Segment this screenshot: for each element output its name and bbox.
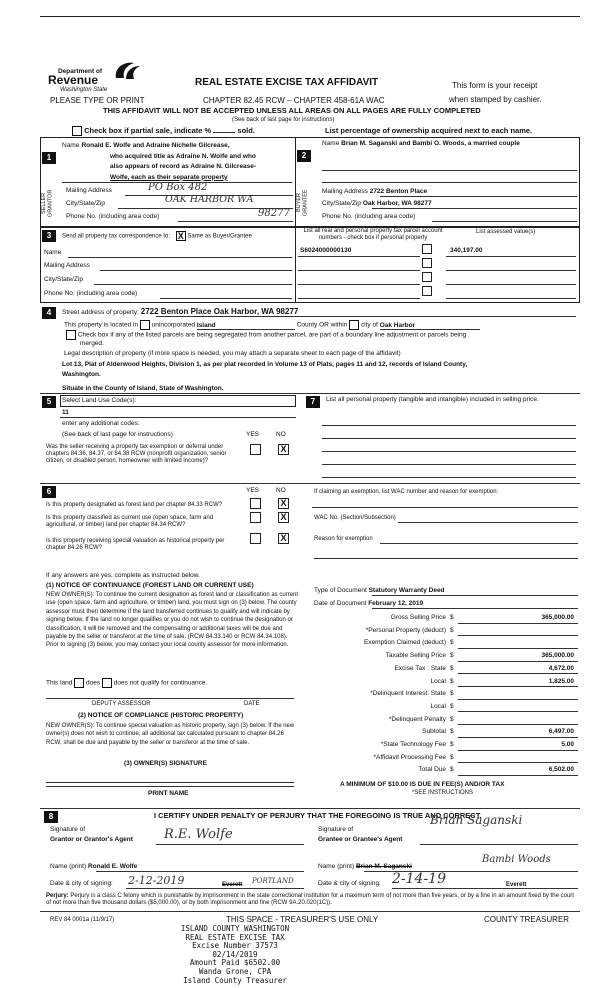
buyer-mailing-line	[380, 196, 577, 197]
tax-row-line	[458, 711, 578, 712]
tax-row-label: *State Technology Fee	[380, 741, 446, 748]
tax-row-prefix: $	[450, 626, 454, 634]
sig-grantor-value[interactable]: R.E. Wolfe	[164, 827, 233, 842]
tax-row-label: Excise Tax : State	[394, 664, 446, 672]
seller-mailing-value[interactable]: PO Box 482	[148, 182, 208, 193]
parcel-line4	[298, 298, 420, 299]
tax-row-prefix: $	[450, 728, 454, 736]
please-type: PLEASE TYPE OR PRINT	[50, 96, 145, 105]
corr-phone-line	[160, 298, 292, 299]
buyer-name-row	[322, 140, 520, 147]
exemption-yes-checkbox[interactable]	[250, 444, 261, 455]
does-label: does	[86, 679, 101, 687]
assessed-line1	[446, 256, 576, 257]
historic-yes-checkbox[interactable]	[250, 533, 261, 544]
land-use-box	[60, 395, 296, 407]
stamp-line5: Amount Paid $6502.00	[189, 958, 281, 968]
doc-type-line	[372, 595, 578, 596]
treasurer-stamp	[160, 925, 310, 985]
sig-grantee-label1: Signature of	[318, 826, 354, 833]
date-grantee-value[interactable]: 2-14-19	[392, 871, 446, 887]
tax-row-label: Taxable Selling Price	[385, 652, 446, 660]
land-use-value[interactable]: 11	[62, 409, 69, 416]
additional-codes-label: enter any additional codes:	[62, 420, 140, 427]
corr-name-label: Name	[44, 249, 62, 256]
owner-signature-line2	[46, 786, 294, 787]
assessed-line4	[446, 298, 576, 299]
stamp-line2: REAL ESTATE EXCISE TAX	[185, 932, 285, 942]
seller-city-value[interactable]: OAK HARBOR WA	[165, 194, 254, 205]
same-as-label: Same as Buyer/Grantee	[187, 233, 252, 240]
parcel-line2	[298, 270, 420, 271]
assessed-header: List assessed value(s)	[476, 229, 536, 235]
seller-tab: SELLER GRANTOR	[40, 180, 50, 226]
forest-no-checkbox[interactable]: X	[278, 498, 289, 509]
claiming-line	[312, 507, 578, 508]
sec5-see-back: (See back of last page for instructions)	[62, 431, 173, 438]
legal-line2: Washington.	[62, 371, 101, 378]
doc-date-value[interactable]: February 12, 2019	[368, 600, 424, 607]
sec6-yes: YES	[246, 487, 260, 494]
tax-row-prefix: $	[450, 639, 454, 647]
segregated-line2: merged.	[80, 340, 104, 347]
buyer-mailing-value[interactable]: 2722 Benton Place	[369, 188, 428, 195]
section-6-badge: 6	[42, 486, 56, 498]
exemption-no-checkbox[interactable]: X	[278, 444, 289, 455]
buyer-phone-label: Phone No. (including area code)	[322, 213, 416, 220]
top-rule	[40, 16, 580, 17]
wac-label: WAC No. (Section/Subsection)	[314, 515, 396, 521]
receipt-line1: This form is your receipt	[452, 81, 538, 90]
sec6-no: NO	[276, 487, 286, 494]
legal-line1: Lot 13, Plat of Alderwood Heights, Division 1, as per plat recorded in Volume 13 of Plats, pages 11 and 12, records of Island County,	[62, 361, 468, 368]
partial-sale-row	[72, 126, 255, 136]
dept-line3: Washington State	[60, 87, 108, 93]
section-8-badge: 8	[44, 811, 58, 823]
claiming-text: If claiming an exemption, list WAC number and reason for exemption:	[314, 489, 499, 495]
city-grantor-hand[interactable]: PORTLAND	[252, 877, 294, 885]
does-not-checkbox[interactable]	[102, 678, 112, 688]
stamp-line1: ISLAND COUNTY WASHINGTON	[180, 924, 290, 933]
tax-row-label: Exemption Claimed (deduct)	[363, 639, 446, 647]
rev-code: REV 84 0001a (11/9/17)	[50, 917, 115, 923]
name-grantor-line	[96, 871, 304, 872]
tax-row-line	[458, 724, 578, 725]
corr-name-line	[68, 257, 292, 258]
does-checkbox[interactable]	[74, 678, 84, 688]
tax-row-line	[458, 661, 578, 662]
seller-mailing-label: Mailing Address	[66, 187, 112, 194]
date-grantor-line	[126, 888, 304, 889]
notice2-body: NEW OWNER(S): To continue special valuation as historic property, sign (3) below. If the new owner(s) does not wish to continue, all additional tax calculated pursuant to chapter 84.26 RCW, shall be due and payable by the seller or transferor at the time of sale.	[46, 723, 295, 746]
partial-sale-checkbox[interactable]	[72, 126, 82, 136]
name-grantee-label: Name (print)	[318, 863, 355, 870]
assessed-line2	[446, 270, 576, 271]
date-grantee-line	[392, 888, 578, 889]
sec5-yes: YES	[246, 431, 260, 438]
seller-name-line2: who acquired title as Adraine N. Wolfe and who	[110, 152, 256, 160]
unincorporated-checkbox[interactable]	[140, 320, 150, 330]
sold-label: sold.	[237, 125, 255, 135]
seller-name-label: Name	[62, 142, 80, 149]
tax-row-value[interactable]: 1,825.00	[548, 677, 574, 685]
tax-row-label: *Delinquent Interest: State	[370, 690, 446, 698]
sig-grantor-label1: Signature of	[50, 826, 86, 833]
tax-row-value[interactable]: 6,502.00	[548, 766, 574, 774]
buyer-city-line	[372, 208, 577, 209]
tax-row-label: Total Due	[418, 766, 446, 774]
see-back-text: (See back of last page for instructions)	[232, 117, 335, 123]
tax-row-prefix: $	[450, 741, 454, 748]
section-5-bottom-rule	[40, 483, 580, 484]
parcel-header: List all real and personal property tax parcel account numbers - check box if personal property	[303, 228, 443, 241]
receipt-line2: when stamped by cashier.	[449, 95, 542, 104]
sig-grantor-line	[156, 844, 304, 845]
corr-mailing-line	[100, 270, 292, 271]
segregated-line1: Check box if any of the listed parcels are being segregated from another parcel, are part of a boundary line adjustment or parcels being	[77, 331, 467, 339]
stamp-line6: Wanda Grone, CPA	[198, 966, 272, 976]
buyer-city-label: City/State/Zip	[322, 200, 362, 207]
this-land-label: This land	[46, 679, 73, 687]
tax-row-value[interactable]: 365,000.00	[541, 652, 574, 660]
name-grantee-row	[318, 863, 412, 870]
county-or-within-label: County OR within	[296, 321, 348, 329]
partial-sale-label: Check box if partial sale, indicate %	[84, 125, 212, 135]
tax-row-prefix: $	[450, 753, 454, 761]
perjury-label: Perjury:	[46, 893, 69, 899]
land-use-line	[60, 417, 296, 418]
tax-row-prefix: $	[450, 690, 454, 698]
land-use-label: Select Land Use Code(s):	[62, 397, 137, 404]
tax-row-value[interactable]: 5.00	[561, 741, 574, 748]
personal-prop-line1	[322, 425, 576, 426]
reason-label: Reason for exemption	[314, 536, 373, 542]
tax-row-label: *Affidavit Processing Fee	[373, 753, 446, 761]
doc-type-row	[314, 587, 445, 594]
deputy-line	[46, 698, 294, 699]
tax-row-label: Local	[430, 677, 446, 685]
section-4-bottom-rule	[40, 393, 580, 394]
tax-row-label: Subtotal	[422, 728, 446, 736]
seller-phone-value[interactable]: 98277	[258, 208, 290, 219]
seller-phone-label: Phone No. (including area code)	[66, 213, 160, 220]
personal-prop-checkbox-4[interactable]	[422, 286, 432, 296]
tax-row-line	[458, 699, 578, 700]
sec5-no: NO	[276, 431, 286, 438]
tax-row-label: Local	[430, 702, 446, 710]
stamp-line3: Excise Number 37573	[192, 941, 278, 951]
warning-text: THIS AFFIDAVIT WILL NOT BE ACCEPTED UNLESS ALL AREAS ON ALL PAGES ARE FULLY COMPLETED	[103, 106, 481, 115]
legal-label: Legal description of property (if more space is needed, you may attach a separate sheet to each page of the affidavit)	[64, 350, 401, 357]
current-use-no-checkbox[interactable]: X	[278, 512, 289, 523]
treasurer-use: THIS SPACE - TREASURER'S USE ONLY	[226, 915, 379, 924]
buyer-name-label: Name	[322, 140, 340, 147]
doc-date-row	[314, 600, 423, 607]
name-grantor-label: Name (print)	[50, 863, 87, 870]
minimum-text: A MINIMUM OF $10.00 IS DUE IN FEE(S) AND/OR TAX	[340, 781, 505, 788]
seller-name-line3: also appears of record as Adraine N. Gilcrease-	[110, 163, 257, 171]
section-8-top-rule	[40, 808, 580, 809]
personal-prop-text: List all personal property (tangible and intangible) included in selling price.	[326, 396, 539, 403]
forest-yes-checkbox[interactable]	[250, 498, 261, 509]
doc-date-label: Date of Document	[314, 600, 367, 607]
buyer-city-value[interactable]: Oak Harbor, WA 98277	[362, 200, 432, 207]
owner-signature-line	[46, 782, 294, 783]
parcel-number[interactable]: S6024000000130	[300, 247, 352, 254]
parcel-line3	[298, 284, 420, 285]
send-correspondence	[62, 231, 252, 241]
stamp-line7: Island County Treasurer	[183, 975, 287, 985]
buyer-mailing-label: Mailing Address	[322, 188, 368, 195]
notice1-body: NEW OWNER(S): To continue the current designation as forest land or classification as current use (open space, farm and agriculture, or timber) land, you must sign on (3) below. The county assessor must then determine if the land transferred continues to qualify and will indicate by signing below. If the land no longer qualifies or you do not wish to continue the designation or classification, it will be removed and the compensating or additional taxes will be due and payable by the seller or transferor at the time of sale. (RCW 84.33.140 or RCW 84.34.108). Prior to signing (3) below, you may contact your local county assessor for more information.	[46, 592, 298, 649]
tax-row-line	[458, 775, 578, 776]
date-grantee-label: Date & city of signing:	[318, 880, 381, 887]
city-grantee-value[interactable]: Everett	[506, 882, 527, 888]
assessed-line3	[446, 284, 576, 285]
located-label: This property is located in	[64, 321, 139, 329]
buyer-city-row	[322, 200, 432, 207]
dept-line2: Revenue	[48, 73, 99, 87]
tax-row-prefix: $	[450, 702, 454, 710]
personal-prop-checkbox-2[interactable]	[422, 258, 432, 268]
segregated-row	[66, 330, 466, 340]
city-value[interactable]: Oak Harbor	[380, 322, 480, 330]
tax-row-line	[458, 762, 578, 763]
exemption-question: Was the seller receiving a property tax exemption or deferral under chapters 84.36, 84.37, or 84.38 RCW (nonprofit organization, senior citizen, or disabled person, homeowner with limited income)?	[46, 444, 227, 465]
doc-type-value[interactable]: Statutory Warranty Deed	[368, 587, 445, 594]
seller-name-line4: Wolfe, each as their separate property	[110, 173, 228, 181]
list-pct-text: List percentage of ownership acquired next to each name.	[325, 126, 533, 135]
stamp-line4: 02/14/2019	[212, 949, 258, 959]
tax-row-line	[458, 673, 578, 674]
tax-row-prefix: $	[450, 614, 454, 621]
assessed-value[interactable]: 340,197.00	[450, 247, 483, 254]
print-name-label: PRINT NAME	[148, 790, 189, 797]
section-2-badge: 2	[297, 150, 311, 162]
dept-revenue-logo	[112, 60, 142, 85]
continuance-row	[46, 678, 207, 688]
buyer-mailing-row	[322, 188, 427, 195]
reason-line2	[314, 558, 578, 559]
tax-row-prefix: $	[450, 664, 454, 672]
unincorporated-label: unincorporated	[151, 321, 196, 329]
tax-row-line	[458, 737, 578, 738]
notice1-title: (1) NOTICE OF CONTINUANCE (FOREST LAND OR CURRENT USE)	[46, 582, 254, 589]
tax-row-prefix: $	[450, 677, 454, 685]
send-label: Send all property tax correspondence to:	[62, 233, 171, 240]
reason-line1	[380, 543, 578, 544]
buyer-phone-line	[432, 221, 577, 222]
section-1-badge: 1	[42, 152, 56, 164]
personal-prop-line2	[322, 438, 576, 439]
legal-line3: Situate in the County of Island, State of Washington.	[62, 385, 224, 392]
does-not-label: does not qualify for continuance.	[113, 679, 208, 687]
name-grantee-value[interactable]: Brian M. Saganski	[355, 863, 412, 870]
dept-line1: Department of	[58, 68, 103, 75]
doc-type-label: Type of Document	[314, 587, 367, 594]
personal-prop-line4	[322, 464, 576, 465]
corr-city-label: City/State/Zip	[44, 276, 84, 283]
tax-row-value[interactable]: 4,672.00	[548, 664, 574, 672]
seller-name-block	[62, 140, 256, 182]
tax-row-value[interactable]: 365,000.00	[541, 614, 574, 621]
chapter-text: CHAPTER 82.45 RCW – CHAPTER 458-61A WAC	[203, 96, 385, 105]
doc-date-line	[372, 608, 578, 609]
tax-row-prefix: $	[450, 652, 454, 660]
street-line	[156, 316, 576, 317]
personal-prop-checkbox-1[interactable]	[422, 244, 432, 254]
sig-grantee-label2: Grantee or Grantee's Agent	[318, 836, 403, 843]
tax-row-label: Gross Selling Price	[390, 614, 446, 621]
name-grantor-row	[50, 863, 137, 870]
name-grantor-value[interactable]: Ronald E. Wolfe	[87, 863, 138, 870]
tax-row-line	[458, 686, 578, 687]
buyer-name-value: Brian M. Saganski and Bambi O. Woods, a married couple	[341, 140, 520, 147]
seller-phone-line	[178, 221, 293, 222]
section-4-badge: 4	[42, 307, 56, 319]
section-5-badge: 5	[42, 396, 56, 408]
notice2-title: (2) NOTICE OF COMPLIANCE (HISTORIC PROPERTY)	[78, 712, 244, 719]
certify-text: I CERTIFY UNDER PENALTY OF PERJURY THAT THE FOREGOING IS TRUE AND CORRECT.	[154, 811, 482, 820]
corr-city-line	[94, 284, 292, 285]
revenue-seal-icon	[112, 60, 142, 82]
buyer-blank-line2	[322, 182, 577, 183]
name-grantee-extra[interactable]: Bambi Woods	[482, 854, 551, 865]
forest-question: Is this property designated as forest land per chapter 84.33 RCW?	[46, 502, 223, 508]
county-value[interactable]: Island	[197, 322, 295, 330]
parcel-line1	[298, 256, 420, 257]
located-row	[64, 320, 480, 330]
form-title: REAL ESTATE EXCISE TAX AFFIDAVIT	[195, 77, 379, 88]
buyer-tab: BUYER GRANTEE	[295, 180, 305, 226]
street-label: Street address of property:	[62, 309, 139, 316]
current-use-question: Is this property classified as current use (open space, farm and agricultural, or timber) land per chapter 84.34 RCW?	[46, 515, 214, 529]
personal-prop-line3	[322, 451, 576, 452]
tax-row-line	[458, 750, 578, 751]
section-7-badge: 7	[306, 396, 320, 408]
see-instructions: *SEE INSTRUCTIONS	[412, 790, 474, 796]
tax-row-prefix: $	[450, 766, 454, 774]
tax-row-label: *Delinquent Penalty	[388, 715, 446, 723]
corr-phone-label: Phone No. (including area code)	[44, 290, 138, 297]
section-3-divider	[295, 227, 296, 303]
buyer-blank-line1	[322, 170, 577, 171]
seller-city-label: City/State/Zip	[66, 200, 106, 207]
if-yes-text: If any answers are yes, complete as instructed below.	[46, 572, 200, 579]
current-use-yes-checkbox[interactable]	[250, 512, 261, 523]
date-grantor-value[interactable]: 2-12-2019	[128, 874, 185, 887]
historic-question: Is this property receiving special valuation as historical property per chapter 84.26 RCW?	[46, 538, 225, 552]
street-value[interactable]: 2722 Benton Place Oak Harbor, WA 98277	[140, 307, 299, 316]
segregated-checkbox[interactable]	[66, 330, 76, 340]
owner-signature-label: (3) OWNER(S) SIGNATURE	[124, 760, 207, 767]
personal-prop-line5	[322, 477, 576, 478]
perjury-notice	[46, 893, 580, 907]
seller-name-line1: Ronald E. Wolfe and Adraine Nichelle Gilcrease,	[81, 142, 230, 149]
sig-grantor-label2: Grantor or Grantor's Agent	[50, 836, 133, 843]
sig-grantee-line	[420, 844, 578, 845]
wac-line	[398, 522, 578, 523]
tax-row-line	[458, 635, 578, 636]
corr-mailing-label: Mailing Address	[44, 262, 90, 269]
same-as-buyer-checkbox[interactable]: X	[177, 231, 184, 241]
section-3-badge: 3	[42, 230, 56, 242]
historic-no-checkbox[interactable]: X	[278, 533, 289, 544]
perjury-text: Perjury is a class C felony which is punishable by imprisonment in the state correctional institution for a maximum term of not more than five years, or by a fine in an amount fixed by the court of not more than five thousand dollars ($5,000.00), or by both imprisonment and fine (RCW 9A.20.020(1C)).	[46, 893, 574, 907]
county-treasurer: COUNTY TREASURER	[484, 915, 570, 924]
city-of-label: city of	[360, 321, 378, 329]
city-grantor-value[interactable]: Everett	[222, 882, 243, 888]
tax-row-line	[458, 648, 578, 649]
date-grantor-label: Date & city of signing:	[50, 880, 113, 887]
sig-grantee-value[interactable]: Brian Saganski	[430, 813, 523, 827]
city-checkbox[interactable]	[349, 320, 359, 330]
personal-prop-checkbox-3[interactable]	[422, 272, 432, 282]
deputy-assessor-label: DEPUTY ASSESSOR	[92, 701, 151, 707]
tax-row-value[interactable]: 6,497.00	[548, 728, 574, 736]
section-8-bottom-rule	[40, 911, 580, 912]
deputy-date-label: DATE	[244, 701, 260, 707]
tax-row-line	[458, 623, 578, 624]
tax-row-prefix: $	[450, 715, 454, 723]
tax-row-label: *Personal Property (deduct)	[365, 626, 446, 634]
